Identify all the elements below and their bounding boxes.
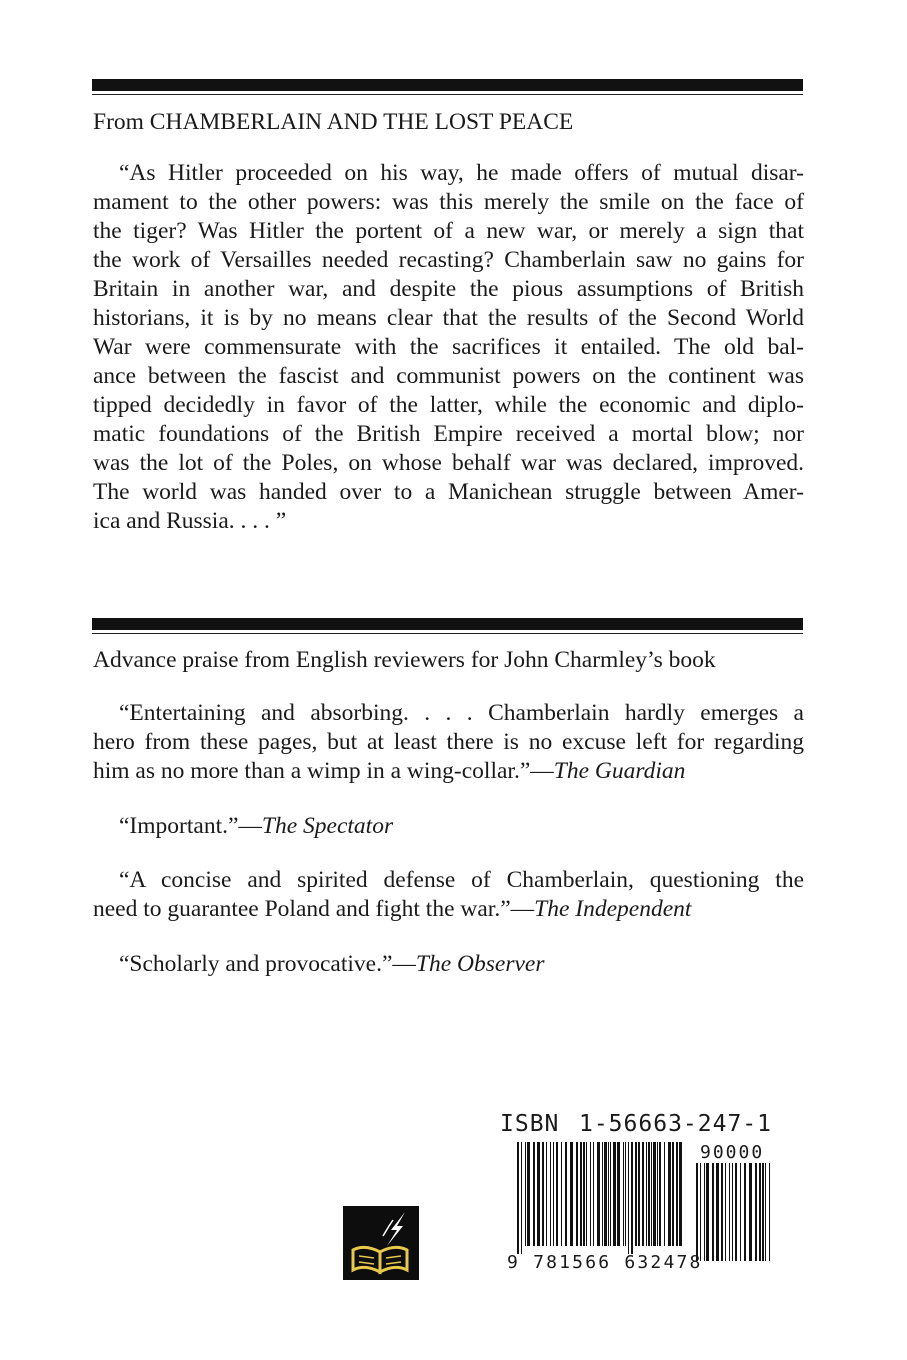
barcode-bar — [762, 1163, 764, 1261]
barcode-bar — [553, 1142, 554, 1246]
barcode-bar — [659, 1142, 661, 1246]
source-observer: The Observer — [415, 951, 545, 977]
excerpt-line: mament to the other powers: was this merely the smile on the face of — [93, 189, 804, 215]
price-addon-barcode — [694, 1163, 774, 1273]
barcode-bar — [625, 1142, 626, 1246]
barcode-bar — [608, 1142, 609, 1246]
barcode-bar — [602, 1142, 603, 1246]
publisher-logo — [343, 1206, 419, 1280]
barcode-bar — [628, 1142, 629, 1254]
barcode-bar — [725, 1163, 726, 1261]
barcode-bar — [527, 1142, 530, 1246]
praise-independent — [93, 866, 804, 924]
barcode-bar — [580, 1142, 582, 1246]
barcode-bar — [676, 1142, 678, 1246]
barcode-bar — [668, 1142, 671, 1246]
barcode-bar — [521, 1142, 522, 1254]
barcode-bar — [593, 1142, 594, 1246]
praise-heading: Advance praise from English reviewers for John Charmley’s book — [93, 647, 716, 673]
barcode-bar — [623, 1142, 624, 1246]
excerpt-quote — [93, 159, 804, 536]
barcode-bar — [638, 1142, 640, 1246]
barcode-bar — [657, 1142, 658, 1246]
barcode-bar — [610, 1142, 611, 1246]
barcode-bar — [631, 1142, 633, 1254]
barcode-bar — [604, 1142, 607, 1246]
excerpt-line: War were commensurate with the sacrifices it entailed. The old bal- — [93, 334, 804, 360]
barcode-bar — [706, 1163, 709, 1261]
top-rule — [92, 79, 803, 95]
barcode-bar — [586, 1142, 587, 1246]
barcode-bar — [716, 1163, 719, 1261]
praise-line: “Entertaining and absorbing. . . . Chamberlain hardly emerges a — [119, 700, 804, 726]
barcode-bar — [704, 1163, 705, 1261]
barcode-bar — [525, 1142, 526, 1246]
barcode-bar — [651, 1142, 652, 1246]
excerpt-line: matic foundations of the British Empire received a mortal blow; nor — [93, 421, 804, 447]
barcode-bar — [583, 1142, 585, 1246]
excerpt-line: the tiger? Was Hitler the portent of a new war, or merely a sign that — [93, 218, 804, 244]
barcode-bar — [648, 1142, 650, 1246]
book-lightning-icon — [343, 1206, 419, 1280]
barcode-bar — [696, 1163, 698, 1261]
barcode-bar — [679, 1142, 682, 1246]
excerpt-line: “As Hitler proceeded on his way, he made offers of mutual disar- — [119, 160, 804, 186]
barcode-bar — [749, 1163, 752, 1261]
barcode-bar — [556, 1142, 558, 1246]
barcode-bar — [755, 1163, 757, 1261]
barcode-bar — [740, 1163, 741, 1261]
ean-digits: 9 781566 632478 — [507, 1252, 703, 1273]
praise-text: “Important.”— — [119, 813, 262, 839]
barcode-bar — [537, 1142, 540, 1246]
barcode-bar — [613, 1142, 616, 1246]
praise-line: hero from these pages, but at least there is no excuse left for regarding — [93, 729, 804, 755]
barcode-bar — [744, 1163, 746, 1261]
barcode-bar — [576, 1142, 578, 1246]
barcode-bar — [517, 1142, 519, 1254]
barcode-bar — [653, 1142, 656, 1246]
barcode-bar — [565, 1142, 567, 1246]
praise-line — [93, 757, 804, 786]
barcode-bar — [732, 1163, 733, 1261]
barcode-bar — [765, 1163, 766, 1261]
barcode-bar — [533, 1142, 535, 1246]
excerpt-line: The world was handed over to a Manichean struggle between Amer- — [93, 479, 804, 505]
excerpt-line: ance between the fascist and communist powers on the continent was — [93, 363, 804, 389]
barcode-bar — [646, 1142, 647, 1246]
praise-text: “Scholarly and provocative.”— — [119, 951, 416, 977]
barcode-bar — [570, 1142, 573, 1246]
barcode-bar — [735, 1163, 737, 1261]
praise-text: him as no more than a wimp in a wing-collar.”— — [93, 758, 554, 784]
barcode-bar — [700, 1163, 701, 1261]
praise-guardian — [93, 699, 804, 786]
praise-line — [93, 812, 804, 841]
excerpt-line: Britain in another war, and despite the pious assumptions of British — [93, 276, 804, 302]
excerpt-line: the work of Versailles needed recasting? Chamberlain saw no gains for — [93, 247, 804, 273]
source-independent: The Independent — [534, 896, 692, 922]
barcode-bar — [635, 1142, 637, 1246]
barcode-bar — [542, 1142, 544, 1246]
isbn-label: ISBN 1-56663-247-1 — [500, 1111, 772, 1137]
excerpt-line: was the lot of the Poles, on whose behalf war was declared, improved. — [93, 450, 804, 476]
barcode-bar — [597, 1142, 600, 1246]
excerpt-line: ica and Russia. . . . ” — [93, 508, 287, 534]
barcode-bar — [664, 1142, 665, 1246]
barcode-bar — [712, 1163, 714, 1261]
barcode-bar — [561, 1142, 562, 1246]
barcode-bar — [729, 1163, 730, 1261]
barcode-bar — [546, 1142, 547, 1246]
barcode-bar — [590, 1142, 591, 1246]
excerpt-line: tipped decidedly in favor of the latter, while the economic and diplo- — [93, 392, 804, 418]
middle-rule — [92, 618, 803, 634]
barcode-bar — [642, 1142, 644, 1246]
praise-line — [93, 895, 804, 924]
ean-barcode — [515, 1142, 685, 1262]
praise-line — [93, 950, 804, 979]
source-spectator: The Spectator — [261, 813, 394, 839]
praise-text: need to guarantee Poland and fight the war.”— — [93, 896, 535, 922]
praise-spectator — [93, 812, 804, 841]
barcode-bar — [617, 1142, 620, 1246]
price-code: 90000 — [700, 1142, 765, 1163]
excerpt-line: historians, it is by no means clear that the results of the Second World — [93, 305, 804, 331]
praise-line: “A concise and spirited defense of Chamberlain, questioning the — [119, 867, 804, 893]
barcode-bar — [759, 1163, 761, 1261]
barcode-bar — [550, 1142, 551, 1246]
barcode-bar — [672, 1142, 674, 1246]
source-guardian: The Guardian — [553, 758, 686, 784]
barcode-bar — [721, 1163, 723, 1261]
excerpt-heading: From CHAMBERLAIN AND THE LOST PEACE — [93, 109, 574, 135]
praise-observer — [93, 950, 804, 979]
barcode-bar — [769, 1163, 770, 1261]
